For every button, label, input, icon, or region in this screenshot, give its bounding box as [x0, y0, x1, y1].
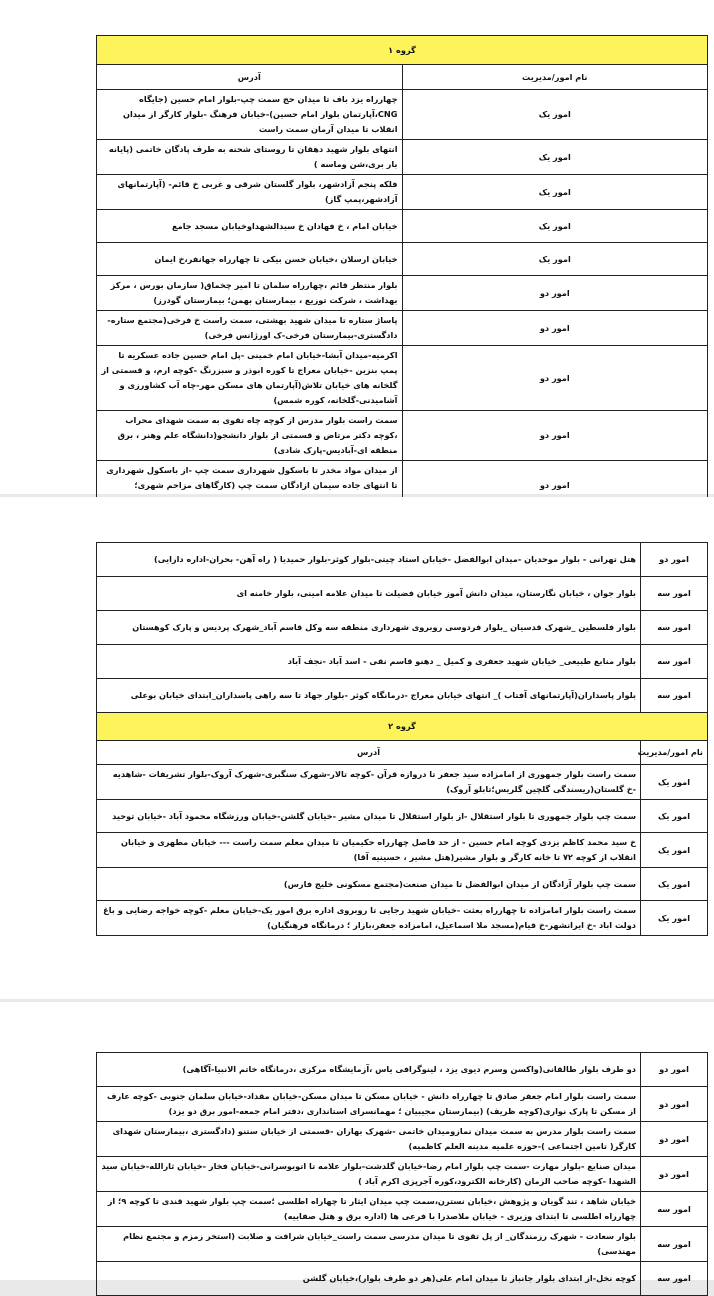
address-cell: سمت راست بلوار مدرس به سمت میدان نمازومیدان خاتمی -شهرک بهاران -قسمتی از خیابان ستنو (دادگستری ،بیمارستان شهدای کارگر( تامین اجتماعی )-حوزه علمیه مدینه العلم کاظمیه): [97, 1122, 641, 1157]
address-cell: سمت راست بلوار امام جعفر صادق تا چهارراه دانش - خیابان مسکن تا میدان مسکن-خیابان مقداد-خیابان سلمان جنوبی -کوچه عارف از مسکن تا پارک نواری(کوچه ظریف) (بیمارستان مجیبیان ؛ مهمانسرای استانداری ،دفتر امام جمعه-امور برق دو یزد): [97, 1087, 641, 1122]
table-row: [97, 90, 708, 140]
address-cell: فلکه پنجم آزادشهر، بلوار گلستان شرقی و غربی خ قائم- (آپارتمانهای آزادشهر،پمپ گاز): [97, 175, 403, 210]
column-header-address: آدرس: [97, 741, 641, 765]
section-title: گروه ۱: [97, 36, 708, 65]
unit-cell: امور سه: [641, 611, 708, 645]
unit-cell: امور دو: [641, 1122, 708, 1157]
address-cell: بلوار جوان ، خیابان نگارستان، میدان دانش آموز خیابان فضیلت تا میدان علامه امینی، بلوار خامنه ای: [97, 577, 641, 611]
table-row: [97, 311, 708, 346]
table-row: [97, 140, 708, 175]
unit-cell: امور سه: [641, 1262, 708, 1296]
column-header-unit: نام امور/مدیریت: [402, 65, 708, 90]
table-row: [97, 868, 708, 901]
page-2: [0, 497, 714, 999]
unit-cell: امور یک: [641, 833, 708, 868]
unit-cell: امور یک: [641, 800, 708, 833]
table-row: [97, 1192, 708, 1227]
address-cell: کوچه نخل-از ابتدای بلوار جانباز تا میدان امام علی(هر دو طرف بلوار)،خیابان گلشن: [97, 1262, 641, 1296]
unit-cell: امور یک: [402, 243, 708, 276]
group-1-continued-table: [96, 542, 708, 936]
address-cell: اکرمیه-میدان آبشا-خیابان امام خمینی -پل امام حسین جاده عسکریه تا پمپ بنزین -خیابان معراج تا کوره ابوذر و سبزرنگ -کوچه ارم، و قسمتی از گلخانه های خیابان تلاش(آپارتمان های مسکن مهر-چاه آب کشاورزی و آشامیدنی-گلخانه، کوره شمس): [97, 346, 403, 411]
table-row: [97, 611, 708, 645]
table-row: [97, 411, 708, 461]
table-row: [97, 210, 708, 243]
address-cell: میدان صنایع -بلوار مهارت -سمت چپ بلوار امام رضا-خیابان گلدشت-بلوار علامه تا اتوبوسرانی-خیابان فخار -خیابان ثارالله-خیابان سید الشهدا -کوچه صاحب الزمان (کارخانه الکترود،کوره آجرپزی اکرم آباد ): [97, 1157, 641, 1192]
unit-cell: امور سه: [641, 577, 708, 611]
table-row: [97, 346, 708, 411]
address-cell: خیابان شاهد ، تند گویان و پژوهش ،خیابان نسترن،سمت چپ میدان ایثار تا چهاراه اطلسی ؛سمت چپ بلوار شهید قندی تا کوچه ۹؛ از چهارراه اطلسی تا ابتدای وزیری - خیابان ملاصدرا با فرعی ها (اداره برق و هتل صفاییه): [97, 1192, 641, 1227]
table-row: [97, 1157, 708, 1192]
page-1: [0, 0, 714, 494]
unit-cell: امور سه: [641, 1192, 708, 1227]
address-cell: سمت راست بلوار مدرس از کوچه چاه تقوی به سمت شهدای محراب ،کوچه دکتر مرتاض و قسمتی از بلوار دانشجو(دانشگاه علم وهنر ، برق منطقه ای-آبادیس-پارک شادی): [97, 411, 403, 461]
address-cell: بلوار فلسطین _شهرک قدسیان _بلوار فردوسی روبروی شهرداری منطقه سه وکل قاسم آباد_شهرک پردیس و پارک کوهستان: [97, 611, 641, 645]
address-cell: پاساژ ستاره تا میدان شهید بهشتی، سمت راست خ فرخی(مجتمع ستاره-دادگستری-بیمارستان فرخی-ک اورژانس فرخی): [97, 311, 403, 346]
unit-cell: امور دو: [641, 543, 708, 577]
address-cell: چهارراه یزد باف تا میدان حج سمت چپ-بلوار امام حسین (جایگاه CNG،آپارتمان بلوار امام حسین)-خیابان فرهنگ -بلوار کارگر از میدان انقلاب تا میدان آرمان سمت راست: [97, 90, 403, 140]
table-row: [97, 679, 708, 713]
table-row: [97, 175, 708, 210]
unit-cell: امور یک: [402, 175, 708, 210]
table-row: [97, 243, 708, 276]
address-cell: سمت راست بلوار امامزاده تا چهارراه بعثت -خیابان شهید رجایی تا روبروی اداره برق امور یک-خیابان معلم -کوچه خواجه رضایی و باغ دولت اباد -خ ایرانشهر-خ قیام(مسجد ملا اسماعیل، امامزاده جعفر،بازار ؛ درمانگاه فرهنگیان): [97, 901, 641, 936]
unit-cell: امور دو: [641, 1087, 708, 1122]
unit-cell: امور سه: [641, 679, 708, 713]
table-row: [97, 1227, 708, 1262]
table-row: [97, 543, 708, 577]
unit-cell: امور یک: [641, 901, 708, 936]
address-cell: از میدان مواد مخدر تا باسکول شهرداری سمت چپ -از باسکول شهرداری تا انتهای جاده سیمان ازادگان سمت چپ (کارگاهای مزاحم شهری؛: [97, 461, 403, 511]
table-row: [97, 1262, 708, 1296]
group-2-continued-table: [96, 1052, 708, 1296]
address-cell: سمت چپ بلوار جمهوری تا بلوار استقلال -از بلوار استقلال تا میدان مشیر -خیابان گلشن-خیابان ورزشگاه محمود آباد -خیابان توحید: [97, 800, 641, 833]
group-1-table: [96, 35, 708, 511]
page-3: [0, 1002, 714, 1283]
table-row: [97, 645, 708, 679]
address-cell: سمت چپ بلوار آزادگان از میدان ابوالفضل تا میدان صنعت(مجتمع مسکونی خلیج فارس): [97, 868, 641, 901]
address-cell: خ سید محمد کاظم یزدی کوچه امام حسین - از حد فاصل چهارراه حکیمیان تا میدان معلم سمت راست --- خیابان مطهری و خیابان انقلاب از کوچه ۷۲ تا خانه کارگر و بلوار مشیر(هتل مشیر ، حسینیه آقا): [97, 833, 641, 868]
unit-cell: امور یک: [402, 210, 708, 243]
table-row: [97, 901, 708, 936]
section-title: گروه ۲: [97, 713, 708, 741]
unit-cell: امور یک: [402, 90, 708, 140]
address-cell: دو طرف بلوار طالقانی(واکسن وسرم دیوی یزد ، لینوگرافی یاس ،آزمایشگاه مرکزی ،درمانگاه خاتم الانبیا-آگاهی): [97, 1053, 641, 1087]
column-header-address: آدرس: [97, 65, 403, 90]
table-row: [97, 1087, 708, 1122]
table-row: [97, 800, 708, 833]
unit-cell: امور دو: [641, 1157, 708, 1192]
unit-cell: امور یک: [641, 868, 708, 901]
address-cell: خیابان امام ، خ فهادان خ سیدالشهداوخیابان مسجد جامع: [97, 210, 403, 243]
table-row: [97, 1053, 708, 1087]
address-cell: خیابان ارسلان ،خیابان حسن بیکی تا چهارراه جهانفر،خ ایمان: [97, 243, 403, 276]
address-cell: هتل تهرانی - بلوار موحدیان -میدان ابوالفضل -خیابان استاد چیتی-بلوار کوثر-بلوار حمیدیا ( راه آهن- بحران-اداره دارایی): [97, 543, 641, 577]
table-row: [97, 577, 708, 611]
unit-cell: امور دو: [402, 461, 708, 511]
unit-cell: امور یک: [641, 765, 708, 800]
unit-cell: امور یک: [402, 140, 708, 175]
address-cell: بلوار منتظر قائم ،چهارراه سلمان تا امیر چخماق( سازمان بورس ، مرکز بهداشت ، شرکت توزیع ، بیمارستان بهمن؛ بیمارستان گودرز): [97, 276, 403, 311]
unit-cell: امور دو: [402, 346, 708, 411]
table-row: [97, 276, 708, 311]
column-header-unit: نام امور/مدیریت: [641, 741, 708, 765]
unit-cell: امور سه: [641, 645, 708, 679]
address-cell: انتهای بلوار شهید دهقان تا روستای شحنه به طرف پادگان خاتمی (پایانه بار بری،شن وماسه ): [97, 140, 403, 175]
unit-cell: امور سه: [641, 1227, 708, 1262]
unit-cell: امور دو: [402, 311, 708, 346]
address-cell: بلوار پاسداران(آپارتمانهای آفتاب )_ انتهای خیابان معراج -درمانگاه کوثر -بلوار جهاد تا سه راهی پاسداران_ابتدای خیابان بوعلی: [97, 679, 641, 713]
unit-cell: امور دو: [402, 276, 708, 311]
address-cell: بلوار سعادت - شهرک رزمندگان_ از پل تقوی تا میدان مدرسی سمت راست_خیابان شرافت و صلابت (استخر زمزم و مجتمع نظام مهندسی): [97, 1227, 641, 1262]
unit-cell: امور دو: [402, 411, 708, 461]
address-cell: بلوار منابع طبیعی_ خیابان شهید جعفری و کمیل _ دهنو قاسم نقی - اسد آباد -نجف آباد: [97, 645, 641, 679]
table-row: [97, 833, 708, 868]
unit-cell: امور دو: [641, 1053, 708, 1087]
table-row: [97, 765, 708, 800]
address-cell: سمت راست بلوار جمهوری از امامزاده سید جعفر تا دروازه قرآن -کوچه تالار-شهرک سنگبری-شهرک آروک-بلوار تشریفات -شاهدیه -خ گلستان(ریسندگی گلچین گلریس؛تابلو آروک): [97, 765, 641, 800]
table-row: [97, 1122, 708, 1157]
